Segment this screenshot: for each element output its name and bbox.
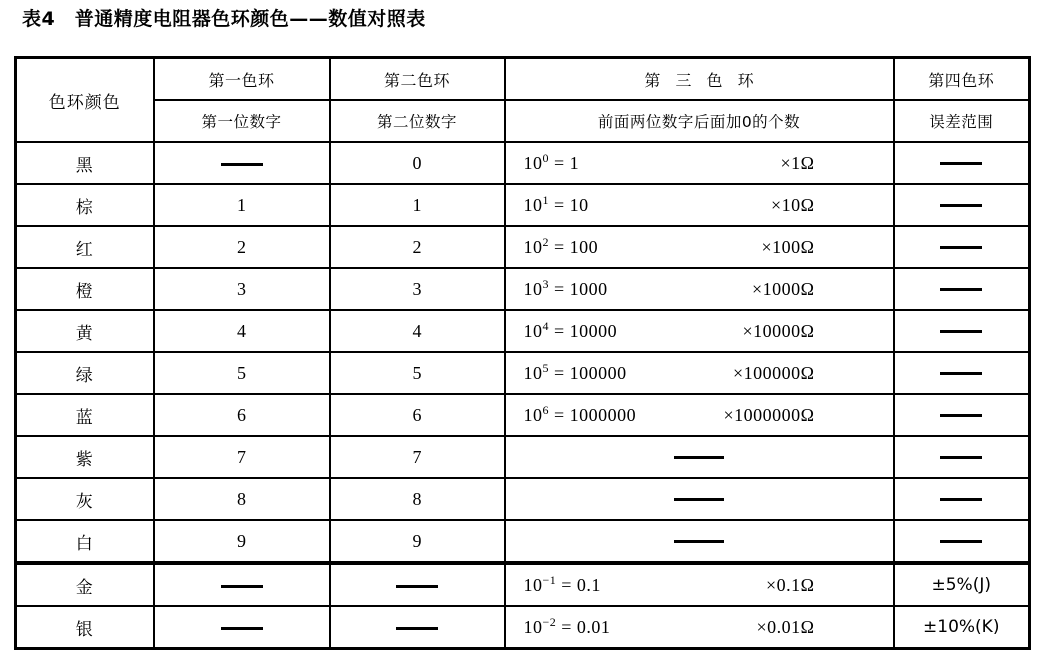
dash-mark (940, 288, 982, 291)
table-row (16, 394, 1030, 436)
multiplier-formula (506, 311, 893, 351)
power-expression: $10^6 = 1000000$ (523, 402, 637, 425)
power-expression: $10^0 = 1$ (523, 150, 580, 173)
cell-multiplier (505, 394, 894, 436)
table-caption: 表4 普通精度电阻器色环颜色——数值对照表 (22, 8, 426, 30)
dash-mark (940, 246, 982, 249)
dash-mark (940, 330, 982, 333)
exponent: −1 (542, 572, 557, 587)
header-band1-sub: 第一位数字 (154, 100, 330, 142)
dash-mark (506, 479, 893, 519)
cell-first-digit: 7 (154, 436, 330, 478)
multiplier-formula (506, 353, 893, 393)
cell-color-name: 棕 (16, 184, 154, 226)
table-header (16, 58, 1030, 143)
dash-mark (221, 627, 263, 630)
cell-tolerance (894, 520, 1030, 563)
table-row (16, 563, 1030, 606)
dash-mark (396, 585, 438, 588)
multiplier-value: ×10Ω (770, 194, 815, 215)
power-expression: $10^2 = 100$ (523, 234, 599, 257)
multiplier-value: ×100Ω (761, 236, 815, 257)
dash-bar (674, 498, 724, 501)
multiplier-formula (506, 607, 893, 647)
cell-first-digit: 2 (154, 226, 330, 268)
cell-first-digit: 9 (154, 520, 330, 563)
cell-color-name: 灰 (16, 478, 154, 520)
cell-color-name: 绿 (16, 352, 154, 394)
cell-color-name: 紫 (16, 436, 154, 478)
power-expression: $10^5 = 100000$ (523, 360, 627, 383)
cell-second-digit: 7 (330, 436, 505, 478)
cell-multiplier (505, 268, 894, 310)
cell-second-digit (330, 606, 505, 649)
table-row (16, 184, 1030, 226)
exponent: 6 (542, 402, 549, 417)
power-expression: $10^4 = 10000$ (523, 318, 618, 341)
cell-tolerance (894, 184, 1030, 226)
multiplier-formula (506, 269, 893, 309)
table-row (16, 310, 1030, 352)
exponent: 0 (542, 150, 549, 165)
cell-tolerance (894, 394, 1030, 436)
multiplier-value: ×1Ω (780, 152, 815, 173)
exponent: 4 (542, 318, 549, 333)
cell-second-digit (330, 563, 505, 606)
dash-mark (221, 585, 263, 588)
multiplier-value: ×0.01Ω (756, 616, 815, 637)
cell-first-digit (154, 142, 330, 184)
dash-mark (940, 162, 982, 165)
cell-tolerance: ±5%(J) (894, 563, 1030, 606)
multiplier-formula (506, 395, 893, 435)
header-band3-sub: 前面两位数字后面加0的个数 (505, 100, 894, 142)
cell-second-digit: 6 (330, 394, 505, 436)
cell-first-digit (154, 563, 330, 606)
power-expression: $10^1 = 10$ (523, 192, 589, 215)
header-band3: 第 三 色 环 (505, 58, 894, 101)
cell-first-digit: 6 (154, 394, 330, 436)
cell-second-digit: 0 (330, 142, 505, 184)
cell-second-digit: 2 (330, 226, 505, 268)
cell-tolerance (894, 478, 1030, 520)
header-band2: 第二色环 (330, 58, 505, 101)
header-row-sub (16, 100, 1030, 142)
cell-tolerance (894, 436, 1030, 478)
table-body (16, 142, 1030, 649)
cell-color-name: 金 (16, 563, 154, 606)
cell-multiplier (505, 563, 894, 606)
cell-first-digit (154, 606, 330, 649)
table-row (16, 606, 1030, 649)
table-row (16, 226, 1030, 268)
cell-multiplier (505, 352, 894, 394)
cell-second-digit: 9 (330, 520, 505, 563)
table-row (16, 520, 1030, 563)
multiplier-formula (506, 565, 893, 605)
multiplier-formula (506, 227, 893, 267)
multiplier-value: ×1000Ω (751, 278, 815, 299)
header-band2-sub: 第二位数字 (330, 100, 505, 142)
cell-tolerance (894, 352, 1030, 394)
cell-multiplier (505, 606, 894, 649)
cell-color-name: 黄 (16, 310, 154, 352)
cell-second-digit: 4 (330, 310, 505, 352)
table-row (16, 352, 1030, 394)
multiplier-value: ×1000000Ω (723, 404, 815, 425)
dash-mark (221, 163, 263, 166)
cell-multiplier (505, 478, 894, 520)
resistor-color-code-table (14, 56, 1031, 650)
cell-color-name: 红 (16, 226, 154, 268)
multiplier-formula (506, 185, 893, 225)
header-color-column: 色环颜色 (16, 58, 154, 143)
cell-multiplier (505, 226, 894, 268)
cell-first-digit: 8 (154, 478, 330, 520)
cell-color-name: 黑 (16, 142, 154, 184)
table-row (16, 478, 1030, 520)
cell-color-name: 银 (16, 606, 154, 649)
cell-first-digit: 1 (154, 184, 330, 226)
multiplier-value: ×10000Ω (742, 320, 815, 341)
power-expression: $10^{-1} = 0.1$ (523, 572, 601, 595)
cell-color-name: 橙 (16, 268, 154, 310)
cell-first-digit: 3 (154, 268, 330, 310)
cell-tolerance (894, 226, 1030, 268)
table-row (16, 268, 1030, 310)
dash-mark (940, 540, 982, 543)
cell-multiplier (505, 142, 894, 184)
cell-multiplier (505, 184, 894, 226)
cell-multiplier (505, 520, 894, 563)
cell-second-digit: 3 (330, 268, 505, 310)
cell-tolerance (894, 310, 1030, 352)
power-expression: $10^{-2} = 0.01$ (523, 614, 611, 637)
table-row (16, 142, 1030, 184)
dash-mark (506, 521, 893, 561)
cell-tolerance: ±10%(K) (894, 606, 1030, 649)
cell-multiplier (505, 436, 894, 478)
exponent: −2 (542, 614, 557, 629)
dash-mark (940, 204, 982, 207)
multiplier-formula (506, 143, 893, 183)
exponent: 1 (542, 192, 549, 207)
dash-mark (940, 498, 982, 501)
cell-first-digit: 4 (154, 310, 330, 352)
dash-mark (940, 456, 982, 459)
header-band1: 第一色环 (154, 58, 330, 101)
multiplier-value: ×0.1Ω (765, 574, 815, 595)
cell-first-digit: 5 (154, 352, 330, 394)
cell-second-digit: 1 (330, 184, 505, 226)
multiplier-value: ×100000Ω (732, 362, 815, 383)
header-band4: 第四色环 (894, 58, 1030, 101)
dash-mark (940, 414, 982, 417)
header-band4-sub: 误差范围 (894, 100, 1030, 142)
cell-tolerance (894, 142, 1030, 184)
exponent: 5 (542, 360, 549, 375)
cell-second-digit: 5 (330, 352, 505, 394)
cell-second-digit: 8 (330, 478, 505, 520)
dash-bar (674, 540, 724, 543)
exponent: 3 (542, 276, 549, 291)
cell-color-name: 白 (16, 520, 154, 563)
power-expression: $10^3 = 1000$ (523, 276, 608, 299)
cell-color-name: 蓝 (16, 394, 154, 436)
dash-mark (940, 372, 982, 375)
cell-tolerance (894, 268, 1030, 310)
dash-mark (396, 627, 438, 630)
exponent: 2 (542, 234, 549, 249)
header-row-top (16, 58, 1030, 101)
cell-multiplier (505, 310, 894, 352)
table-row (16, 436, 1030, 478)
dash-bar (674, 456, 724, 459)
dash-mark (506, 437, 893, 477)
